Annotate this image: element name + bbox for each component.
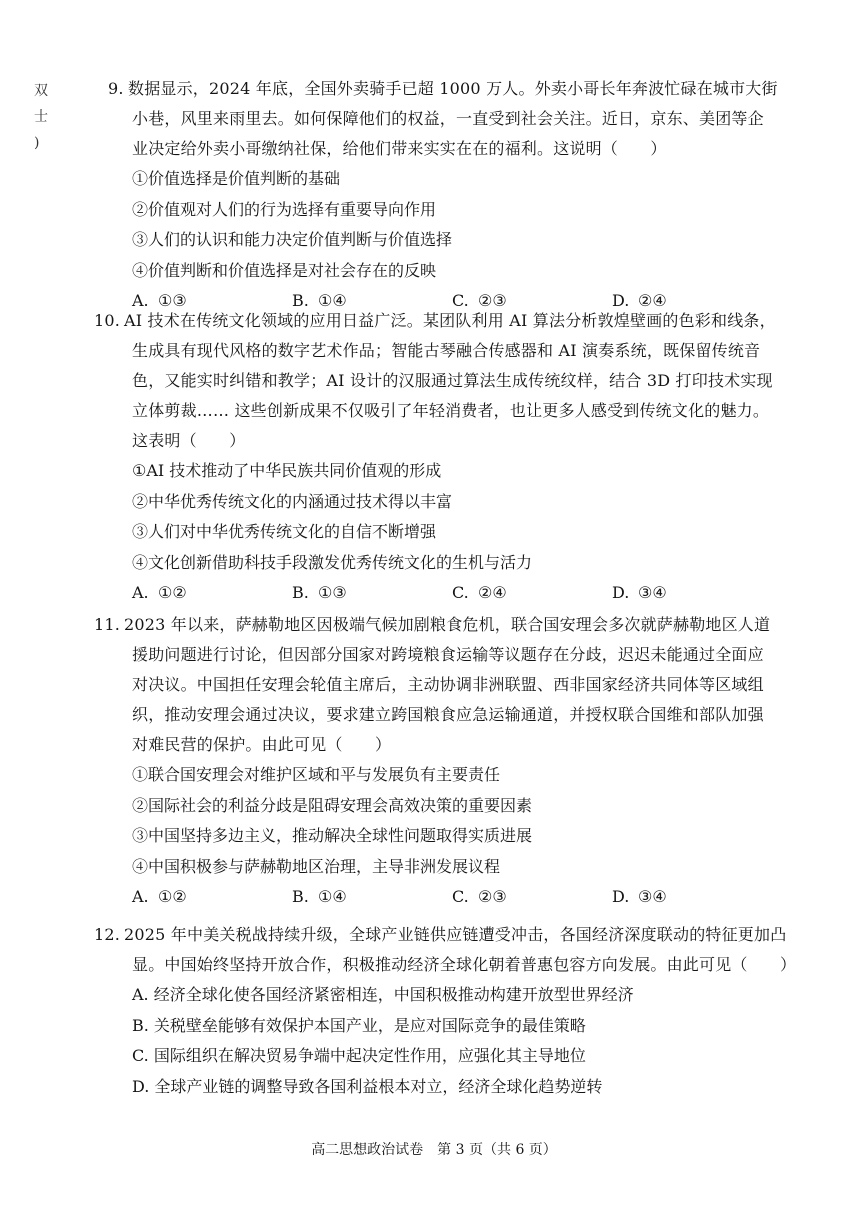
choice-a[interactable]: A. ①② [132, 583, 187, 602]
choice-c[interactable]: C. ②③ [452, 291, 507, 310]
choice-a[interactable]: A. ①② [132, 887, 187, 906]
question-number: 12. [94, 925, 121, 944]
statement-item: ②国际社会的利益分歧是阻碍安理会高效决策的重要因素 [132, 795, 533, 815]
choice-d[interactable]: D. ③④ [612, 887, 667, 906]
question-stem-line: 对决议。中国担任安理会轮值主席后，主动协调非洲联盟、西非国家经济共同体等区域组 [132, 675, 764, 694]
statement-item: ④文化创新借助科技手段激发优秀传统文化的生机与活力 [132, 552, 533, 572]
binding-margin-marks [34, 78, 52, 156]
statement-item: ②中华优秀传统文化的内涵通过技术得以丰富 [132, 491, 453, 511]
statement-item: ①联合国安理会对维护区域和平与发展负有主要责任 [132, 765, 501, 784]
question-10 [94, 306, 798, 608]
answer-choices [98, 578, 798, 608]
question-stem-line: 12. 2025 年中美关税战持续升级，全球产业链供应链遭受冲击，各国经济深度联动的特征更加凸 [94, 920, 798, 950]
question-stem-line: 业决定给外卖小哥缴纳社保，给他们带来实实在在的福利。这说明（ ） [132, 139, 667, 158]
question-9 [98, 74, 798, 316]
choice-c[interactable]: C. ②④ [452, 583, 507, 602]
statement-item: ③人们的认识和能力决定价值判断与价值选择 [132, 230, 453, 249]
choice-b[interactable]: B. 关税壁垒能够有效保护本国产业，是应对国际竞争的最佳策略 [132, 1015, 586, 1035]
statement-item: ①价值选择是价值判断的基础 [132, 169, 341, 188]
question-stem-line: 9. 数据显示，2024 年底，全国外卖骑手已超 1000 万人。外卖小哥长年奔波忙碌在城市大街 [94, 74, 798, 104]
choice-b[interactable]: B. ①④ [292, 291, 347, 310]
question-stem-line: 援助问题进行讨论，但因部分国家对跨境粮食运输等议题存在分歧，迟迟未能通过全面应 [132, 645, 764, 664]
question-stem-line: 织，推动安理会通过决议，要求建立跨国粮食应急运输通道，并授权联合国维和部队加强 [132, 705, 764, 724]
choice-b[interactable]: B. ①④ [292, 887, 347, 906]
choice-d[interactable]: D. ③④ [612, 583, 667, 602]
margin-mark: 士 [34, 109, 48, 125]
statement-item: ④中国积极参与萨赫勒地区治理，主导非洲发展议程 [132, 856, 501, 876]
choice-d[interactable]: D. ②④ [612, 291, 667, 310]
question-stem-line: 显。中国始终坚持开放合作，积极推动经济全球化朝着普惠包容方向发展。由此可见（ ） [132, 955, 797, 974]
question-number: 9. [108, 79, 124, 98]
statement-item: ④价值判断和价值选择是对社会存在的反映 [132, 260, 437, 280]
statement-item: ①AI 技术推动了中华民族共同价值观的形成 [132, 461, 442, 480]
choice-c[interactable]: C. 国际组织在解决贸易争端中起决定性作用，应强化其主导地位 [132, 1046, 586, 1065]
page-footer: 高二思想政治试卷 第 3 页（共 6 页） [311, 1142, 557, 1158]
question-stem-line: 立体剪裁…… 这些创新成果不仅吸引了年轻消费者，也让更多人感受到传统文化的魅力。 [132, 401, 770, 420]
question-stem-line: 11. 2023 年以来，萨赫勒地区因极端气候加剧粮食危机，联合国安理会多次就萨赫勒地区人道 [94, 610, 798, 640]
question-stem-line: 对难民营的保护。由此可见（ ） [132, 735, 392, 754]
question-number: 11. [94, 615, 121, 634]
question-number: 10. [94, 311, 121, 330]
margin-mark: 双 [34, 83, 48, 99]
choice-a[interactable]: A. ①③ [132, 291, 187, 310]
choice-b[interactable]: B. ①③ [292, 583, 347, 602]
question-stem-line: 这表明（ ） [132, 431, 246, 450]
margin-mark: ) [34, 135, 40, 151]
question-stem-line: 小巷，风里来雨里去。如何保障他们的权益，一直受到社会关注。近日，京东、美团等企 [132, 109, 764, 128]
statement-item: ②价值观对人们的行为选择有重要导向作用 [132, 199, 437, 219]
choice-a[interactable]: A. 经济全球化使各国经济紧密相连，中国积极推动构建开放型世界经济 [132, 985, 634, 1004]
question-stem-line: 10. AI 技术在传统文化领域的应用日益广泛。某团队利用 AI 算法分析敦煌壁画的色彩和线条， [94, 306, 798, 336]
choice-d[interactable]: D. 全球产业链的调整导致各国利益根本对立，经济全球化趋势逆转 [132, 1076, 603, 1096]
question-12 [94, 920, 798, 1102]
statement-item: ③人们对中华优秀传统文化的自信不断增强 [132, 522, 437, 541]
question-11 [94, 610, 798, 912]
choice-c[interactable]: C. ②③ [452, 887, 507, 906]
question-stem-line: 色，又能实时纠错和教学；AI 设计的汉服通过算法生成传统纹样，结合 3D 打印技术实现 [132, 371, 773, 390]
answer-choices [98, 882, 798, 912]
question-stem-line: 生成具有现代风格的数字艺术作品；智能古琴融合传感器和 AI 演奏系统，既保留传统音 [132, 341, 761, 360]
statement-item: ③中国坚持多边主义，推动解决全球性问题取得实质进展 [132, 826, 533, 845]
